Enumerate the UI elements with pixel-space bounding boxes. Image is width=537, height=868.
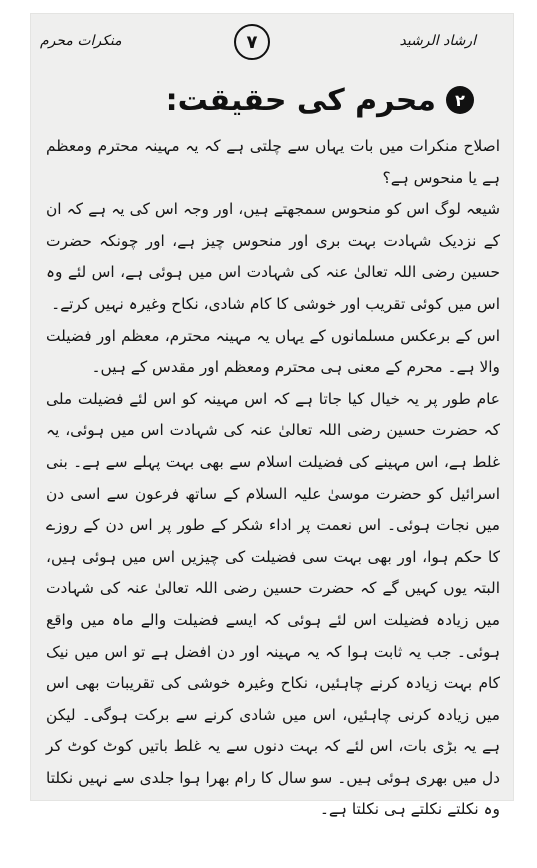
body-text — [46, 131, 500, 826]
section-number-badge: ۲ — [446, 86, 474, 114]
chapter-title: منکرات محرم — [40, 33, 122, 49]
paragraph: شیعہ لوگ اس کو منحوس سمجھتے ہیں، اور وجہ اس کی یہ ہے کہ ان کے نزدیک شہادت بہت بری اور منحوس چیز ہے، اور چونکہ حضرت حسین رضی اللہ تعالیٰ عنہ کی شہادت اس میں ہوئی ہے، اس لئے وہ اس میں کوئی تقریب اور خوشی کا کام شادی، نکاح وغیرہ نہیں کرتے۔ — [46, 200, 500, 313]
section-title: محرم کی حقیقت: — [165, 82, 436, 118]
paragraph: اصلاح منکرات میں بات یہاں سے چلتی ہے کہ یہ مہینہ محترم ومعظم ہے یا منحوس ہے؟ — [46, 137, 500, 187]
paragraph: اس کے برعکس مسلمانوں کے یہاں یہ مہینہ محترم، معظم اور فضیلت والا ہے۔ محرم کے معنی ہی محترم ومعظم اور مقدس کے ہیں۔ — [46, 326, 500, 377]
book-title: ارشاد الرشید — [399, 33, 476, 49]
section-heading — [166, 75, 474, 125]
book-page — [30, 13, 514, 819]
page-number: ۷ — [234, 24, 270, 60]
paragraph: عام طور پر یہ خیال کیا جاتا ہے کہ اس مہینہ کو اس لئے فضیلت ملی کہ حضرت حسین رضی اللہ تعالیٰ عنہ کی شہادت اس میں ہوئی، یہ غلط ہے، اس مہینے کی فضیلت اسلام سے بھی بہت پہلے سے ہے۔ بنی اسرائیل کو حضرت موسیٰ علیہ السلام کے ساتھ فرعون سے اسی دن میں نجات ہوئی۔ اس نعمت پر اداء شکر کے طور پر اس دن کے روزے کا حکم ہوا، اور بھی بہت سی فضیلت کی چیزیں اس میں ہوئی ہیں، البتہ یوں کہیں گے کہ حضرت حسین رضی اللہ تعالیٰ عنہ کی شہادت میں زیادہ فضیلت اس لئے ہوئی کہ ایسے فضیلت والے ماہ میں واقع ہوئی۔ جب یہ ثابت ہوا کہ یہ مہینہ اور دن افضل ہے تو اس میں نیک کام بہت زیادہ کرنے چاہئیں، نکاح وغیرہ خوشی کی تقریبات بھی اس میں زیادہ کرنی چاہئیں، اس میں شادی کرنے سے برکت ہوگی۔ لیکن ہے یہ بڑی بات، اس لئے کہ بہت دنوں سے یہ غلط باتیں کوٹ کوٹ کر دل میں بھری ہوئی ہیں۔ سو سال کا رام بھرا ہوا جلدی سے نہیں نکلتا وہ نکلتے نکلتے ہی نکلتا ہے۔ — [46, 389, 500, 819]
page-header — [30, 13, 514, 73]
